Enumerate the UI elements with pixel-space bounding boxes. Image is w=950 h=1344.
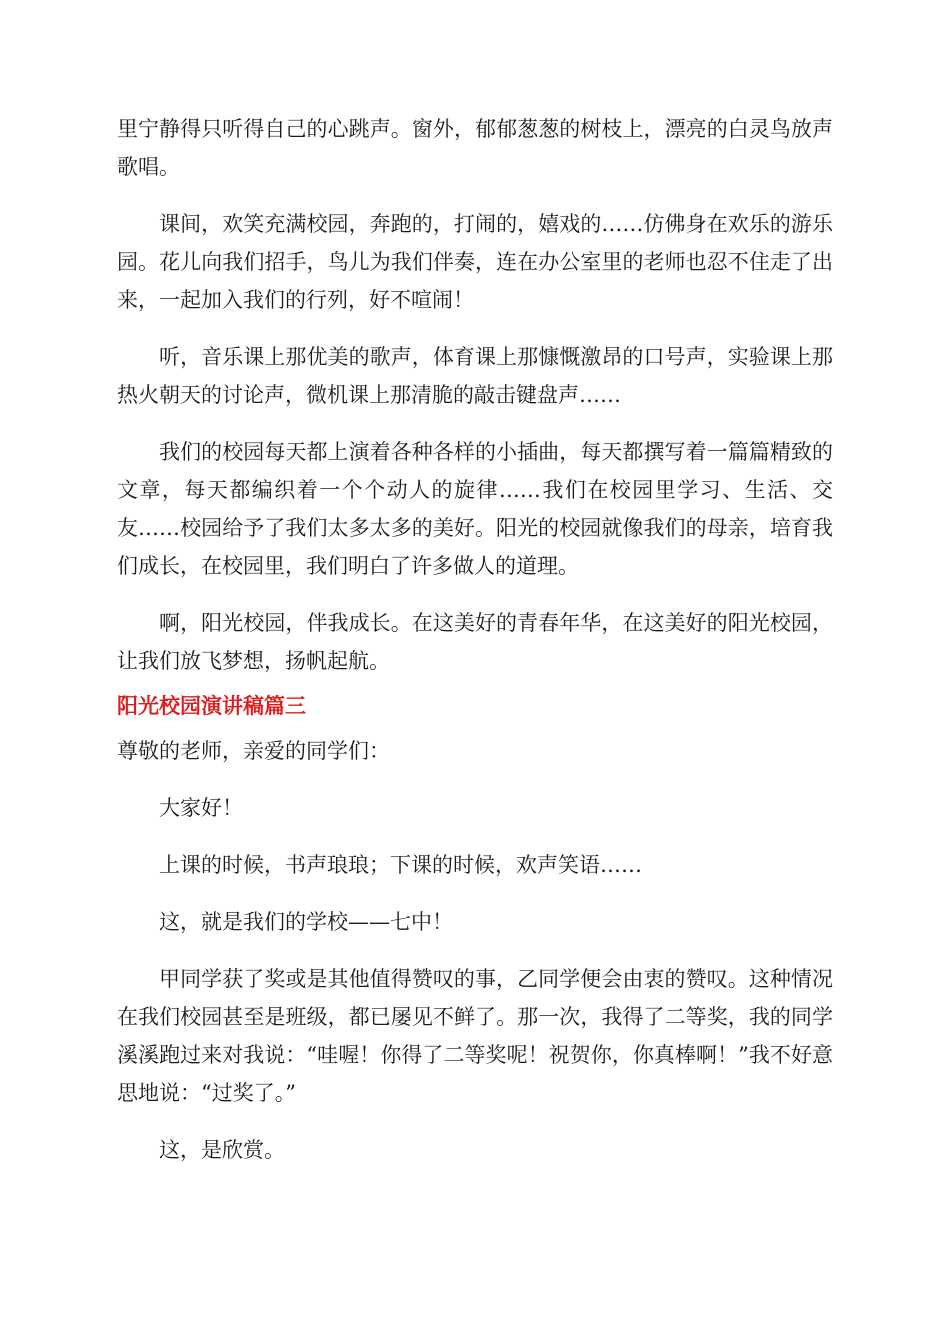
section-heading: 阳光校园演讲稿篇三 — [117, 694, 306, 718]
paragraph-recess: 课间，欢笑充满校园，奔跑的，打闹的，嬉戏的……仿佛身在欢乐的游乐园。花儿向我们招手，鸟儿为我们伴奏，连在办公室里的老师也忍不住走了出来，一起加入我们的行列，好不喧闹！ — [117, 212, 833, 312]
paragraph-praise-story: 甲同学获了奖或是其他值得赞叹的事，乙同学便会由衷的赞叹。这种情况在我们校园甚至是班级，都已屡见不鲜了。那一次，我得了二等奖，我的同学溪溪跑过来对我说：“哇喔！你得了二等奖呢！祝贺你，你真棒啊！”我不好意思地说：“过奖了。” — [117, 967, 833, 1105]
paragraph-class-time: 上课的时候，书声琅琅；下课的时候，欢声笑语…… — [159, 853, 642, 877]
paragraph-appreciation: 这，是欣赏。 — [159, 1138, 285, 1162]
document-body — [117, 110, 833, 1188]
salutation: 尊敬的老师，亲爱的同学们： — [117, 739, 390, 763]
paragraph-continuation: 里宁静得只听得自己的心跳声。窗外，郁郁葱葱的树枝上，漂亮的白灵鸟放声歌唱。 — [117, 117, 833, 179]
paragraph-greeting: 大家好！ — [159, 796, 243, 820]
paragraph-campus-daily: 我们的校园每天都上演着各种各样的小插曲，每天都撰写着一篇篇精致的文章，每天都编织着一个个动人的旋律……我们在校园里学习、生活、交友……校园给予了我们太多太多的美好。阳光的校园就像我们的母亲，培育我们成长，在校园里，我们明白了许多做人的道理。 — [117, 440, 833, 578]
paragraph-school: 这，就是我们的学校——七中！ — [159, 910, 453, 934]
paragraph-conclusion: 啊，阳光校园，伴我成长。在这美好的青春年华，在这美好的阳光校园，让我们放飞梦想，扬帆起航。 — [117, 611, 833, 673]
paragraph-listen: 听，音乐课上那优美的歌声，体育课上那慷慨激昂的口号声，实验课上那热火朝天的讨论声，微机课上那清脆的敲击键盘声…… — [117, 345, 833, 407]
